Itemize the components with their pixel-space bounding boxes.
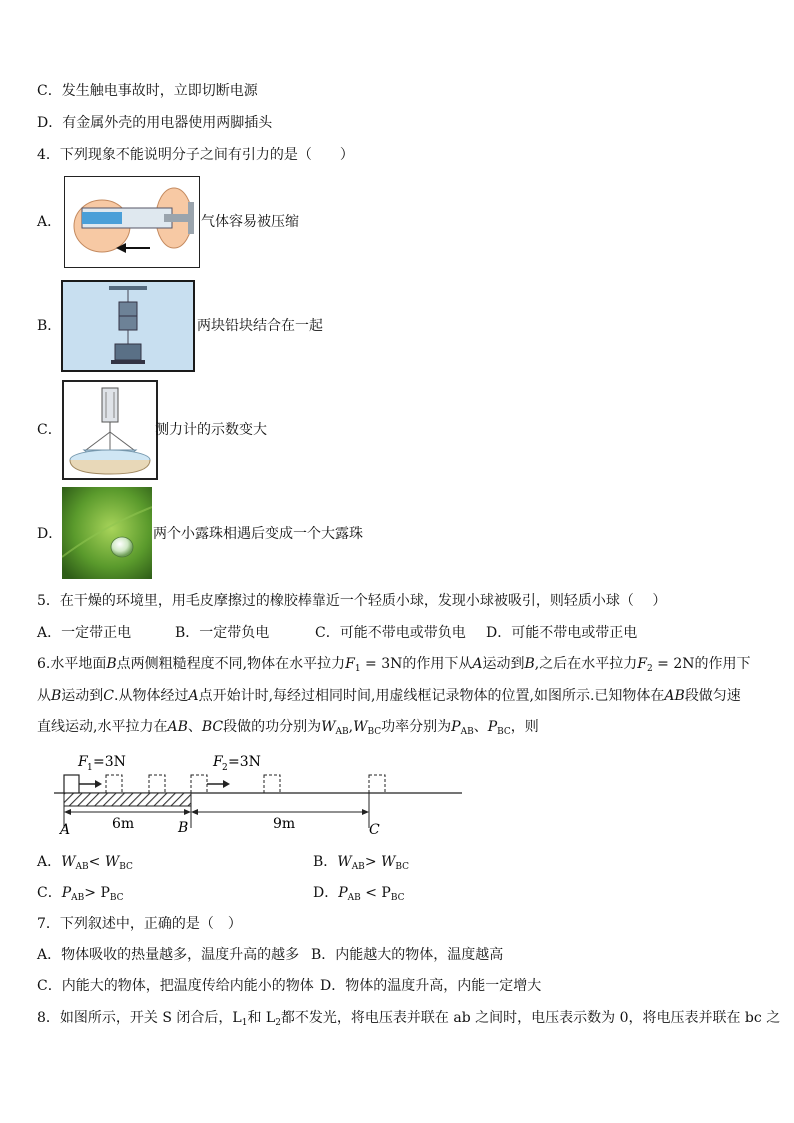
spring-scale-water-image — [62, 380, 158, 480]
q6-stem-line-3: 直线运动,水平拉力在AB、BC段做的功分别为$W_{AB},W_{BC}$功率分别为$P_{AB}$、$P_{BC}$，则 — [37, 719, 539, 737]
q7-stem: 7．下列叙述中，正确的是（ ） — [37, 916, 242, 932]
q4-option-a-letter: A． — [37, 214, 62, 230]
q7-option-c: C．内能大的物体，把温度传给内能小的物体 — [37, 978, 314, 994]
q5-option-a: A．一定带正电 — [37, 625, 132, 641]
lead-blocks-image — [61, 280, 195, 372]
distance-bc-label: 9m — [273, 816, 296, 832]
dew-drop-leaf-image — [62, 487, 152, 579]
q4-stem: 4．下列现象不能说明分子之间有引力的是（ ） — [37, 147, 354, 163]
f1-value: =3N — [93, 754, 126, 770]
f2-subscript: 2 — [222, 763, 228, 773]
q4-option-b-letter: B． — [37, 318, 62, 334]
q4-option-b-caption: 两块铅块结合在一起 — [197, 318, 323, 334]
point-b-label: B — [178, 820, 189, 836]
q4-option-c-caption: 测力计的示数变大 — [155, 422, 267, 438]
q3-option-c: C．发生触电事故时，立即切断电源 — [37, 83, 258, 99]
q6-option-a: A．$W_{AB}< W_{BC}$ — [37, 854, 133, 872]
q5-option-b: B．一定带负电 — [175, 625, 270, 641]
f2-value: =3N — [228, 754, 261, 770]
q3-option-d: D．有金属外壳的用电器使用两脚插头 — [37, 115, 273, 131]
q6-stem-line-1: 6.水平地面B点两侧粗糙程度不同,物体在水平拉力$F_1 = 3N$的作用下从A运动到B,之后在水平拉力$F_2 = 2N$的作用下 — [37, 656, 751, 674]
motion-diagram — [50, 748, 470, 838]
f1-label: F — [78, 754, 88, 770]
q6-option-d: D．$P_{AB} < P_{BC}$ — [313, 885, 405, 903]
distance-ab-label: 6m — [112, 816, 135, 832]
q4-option-d-letter: D． — [37, 526, 63, 542]
q7-option-a: A．物体吸收的热量越多，温度升高的越多 — [37, 947, 300, 963]
q7-option-b: B．内能越大的物体，温度越高 — [311, 947, 504, 963]
q4-option-c-letter: C． — [37, 422, 62, 438]
q8-stem: 8．如图所示，开关 S 闭合后，$L_1$和 $L_2$都不发光，将电压表并联在 ab 之间时，电压表示数为 0，将电压表并联在 bc 之 — [37, 1010, 781, 1028]
q7-option-d: D．物体的温度升高，内能一定增大 — [320, 978, 542, 994]
q5-option-d: D．可能不带电或带正电 — [486, 625, 638, 641]
f2-label: F — [213, 754, 223, 770]
q5-option-c: C．可能不带电或带负电 — [315, 625, 466, 641]
q6-stem-line-2: 从B运动到C.从物体经过A点开始计时,每经过相同时间,用虚线框记录物体的位置,如图所示.已知物体在AB段做匀速 — [37, 688, 741, 704]
q6-option-b: B．$W_{AB}> W_{BC}$ — [313, 854, 410, 872]
q6-option-c: C．$P_{AB}> P_{BC}$ — [37, 885, 124, 903]
point-c-label: C — [369, 822, 380, 838]
point-a-label: A — [60, 822, 71, 838]
q4-option-a-caption: 气体容易被压缩 — [201, 214, 299, 230]
syringe-compression-image — [64, 176, 200, 268]
q4-option-d-caption: 两个小露珠相遇后变成一个大露珠 — [153, 526, 363, 542]
q5-stem: 5．在干燥的环境里，用毛皮摩擦过的橡胶棒靠近一个轻质小球，发现小球被吸引，则轻质小球（ ） — [37, 593, 667, 609]
f1-subscript: 1 — [87, 763, 93, 773]
